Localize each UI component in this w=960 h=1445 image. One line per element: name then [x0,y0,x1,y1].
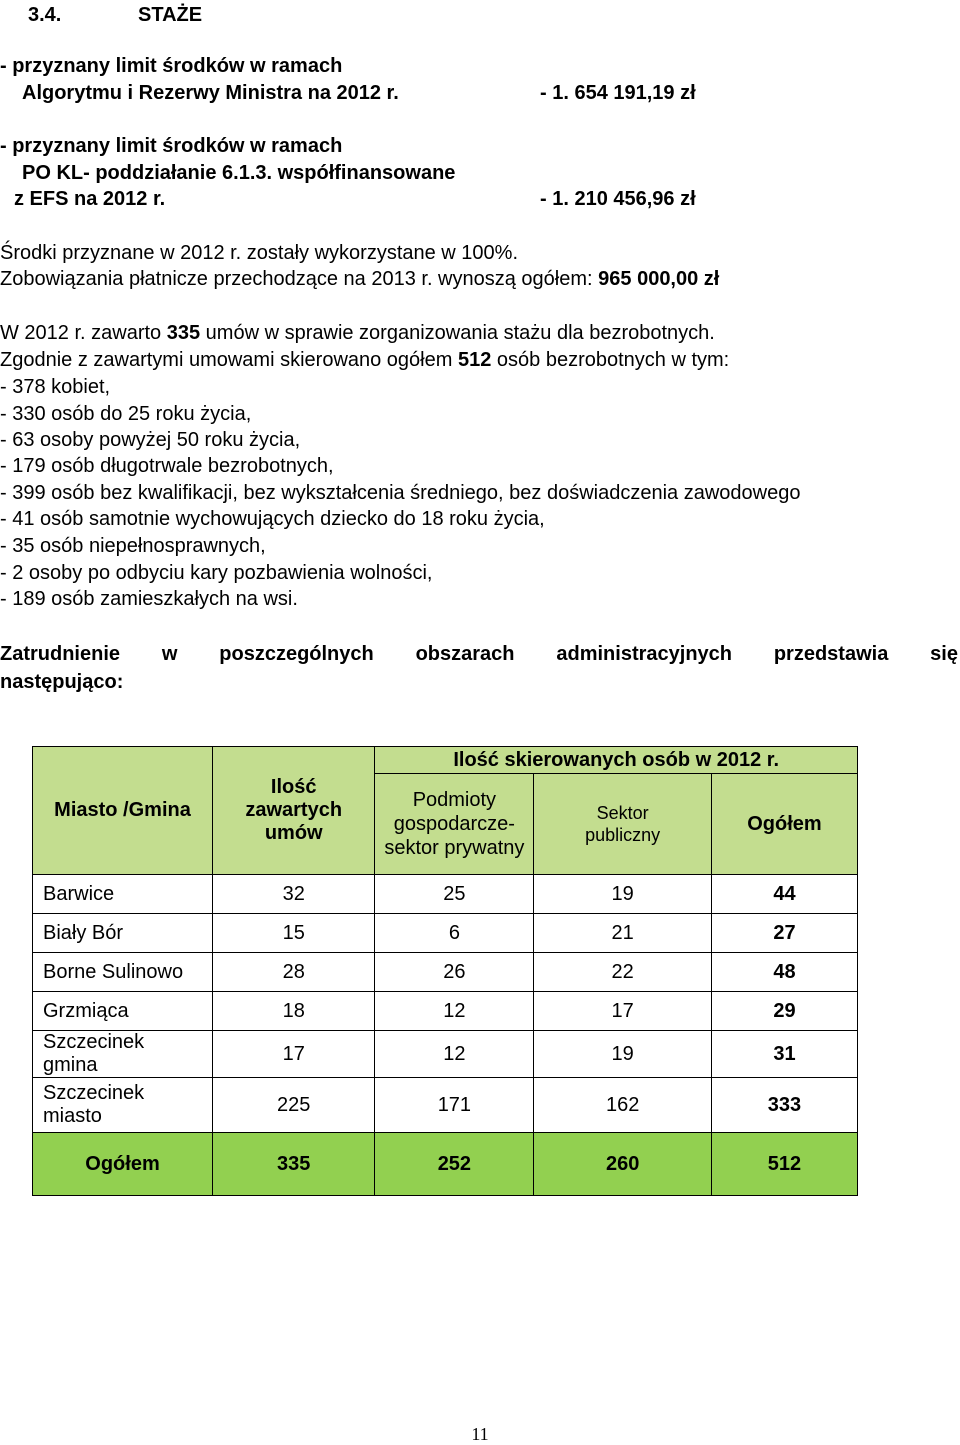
cell-city: Barwice [33,875,213,914]
list-item: - 41 osób samotnie wychowujących dziecko do 18 roku życia, [0,508,545,530]
section-number: 3.4. [28,4,62,26]
cell-contracts: 28 [213,953,375,992]
cell-public: 19 [534,875,712,914]
header-contracts: Ilość zawartych umów [213,747,375,875]
table-row [33,914,858,953]
limit-2-line-1: - przyznany limit środków w ramach [0,135,343,157]
list-item: - 189 osób zamieszkałych na wsi. [0,588,298,610]
cell-total: 27 [711,914,857,953]
cell-total: 29 [711,992,857,1031]
cell-private: 6 [375,914,534,953]
employment-word: poszczególnych [219,643,374,665]
cell-city: Ogółem [33,1133,213,1196]
cell-contracts: 18 [213,992,375,1031]
limit-2-amount: - 1. 210 456,96 zł [540,188,696,210]
limit-1-amount: - 1. 654 191,19 zł [540,82,696,104]
table-row [33,1031,858,1078]
obligations-value: 965 000,00 zł [598,268,720,290]
obligations-label: Zobowiązania płatnicze przechodzące na 2013 r. wynoszą ogółem: [0,268,599,290]
employment-heading-line-2: następująco: [0,671,124,693]
persons-text-2: osób bezrobotnych w tym: [491,349,730,371]
header-city: Miasto /Gmina [33,747,213,875]
cell-contracts: 17 [213,1031,375,1078]
contracts-text-1: W 2012 r. zawarto [0,322,167,344]
employment-word: przedstawia [773,643,889,665]
funds-obligations [0,266,719,292]
list-item: - 399 osób bez kwalifikacji, bez wykształcenia średniego, bez doświadczenia zawodowego [0,482,801,504]
header-private: Podmioty gospodarcze-sektor prywatny [375,774,534,875]
cell-total: 333 [711,1078,857,1133]
list-item: - 2 osoby po odbyciu kary pozbawienia wolności, [0,562,433,584]
cell-private: 171 [375,1078,534,1133]
employment-heading [0,640,960,696]
persons-text-1: Zgodnie z zawartymi umowami skierowano ogółem [0,349,458,371]
cell-city: Szczecinek miasto [33,1078,213,1133]
employment-word: administracyjnych [556,643,732,665]
table-row [33,1078,858,1133]
cell-public: 19 [534,1031,712,1078]
header-public: Sektor publiczny [534,774,712,875]
cell-public: 22 [534,953,712,992]
cell-public: 162 [534,1078,712,1133]
cell-contracts: 225 [213,1078,375,1133]
cell-contracts: 335 [213,1133,375,1196]
table-row [33,992,858,1031]
limit-2-line-2: PO KL- poddziałanie 6.1.3. współfinansowane [22,162,456,184]
limit-1-line-1: - przyznany limit środków w ramach [0,55,343,77]
persons-line [0,347,729,373]
cell-private: 252 [375,1133,534,1196]
section-title: STAŻE [138,4,203,26]
table-total-row [33,1133,858,1196]
table-row [33,875,858,914]
cell-contracts: 32 [213,875,375,914]
cell-public: 17 [534,992,712,1031]
cell-total: 44 [711,875,857,914]
table-header-row [33,747,858,774]
list-item: - 35 osób niepełnosprawnych, [0,535,266,557]
header-group: Ilość skierowanych osób w 2012 r. [375,747,858,774]
list-item: - 330 osób do 25 roku życia, [0,403,252,425]
employment-word: się [930,643,958,665]
cell-contracts: 15 [213,914,375,953]
cell-private: 12 [375,1031,534,1078]
cell-total: 512 [711,1133,857,1196]
cell-city: Borne Sulinowo [33,953,213,992]
limit-2-line-3: z EFS na 2012 r. [14,188,166,210]
list-item: - 378 kobiet, [0,376,111,398]
cell-public: 260 [534,1133,712,1196]
table-row [33,953,858,992]
employment-word: Zatrudnienie [0,643,121,665]
persons-count: 512 [457,349,492,371]
limit-1-line-2: Algorytmu i Rezerwy Ministra na 2012 r. [22,82,399,104]
contracts-text-2: umów w sprawie zorganizowania stażu dla bezrobotnych. [200,322,715,344]
page-number: 11 [471,1424,489,1444]
contracts-count: 335 [166,322,201,344]
cell-private: 26 [375,953,534,992]
employment-word: w [161,643,178,665]
employment-table [32,746,858,1196]
cell-total: 31 [711,1031,857,1078]
employment-word: obszarach [415,643,515,665]
list-item: - 63 osoby powyżej 50 roku życia, [0,429,301,451]
funds-used: Środki przyznane w 2012 r. zostały wykorzystane w 100%. [0,242,519,264]
cell-private: 25 [375,875,534,914]
cell-city: Grzmiąca [33,992,213,1031]
cell-city: Szczecinek gmina [33,1031,213,1078]
header-total: Ogółem [711,774,857,875]
list-item: - 179 osób długotrwale bezrobotnych, [0,455,334,477]
cell-public: 21 [534,914,712,953]
contracts-line [0,320,715,346]
cell-city: Biały Bór [33,914,213,953]
cell-private: 12 [375,992,534,1031]
cell-total: 48 [711,953,857,992]
